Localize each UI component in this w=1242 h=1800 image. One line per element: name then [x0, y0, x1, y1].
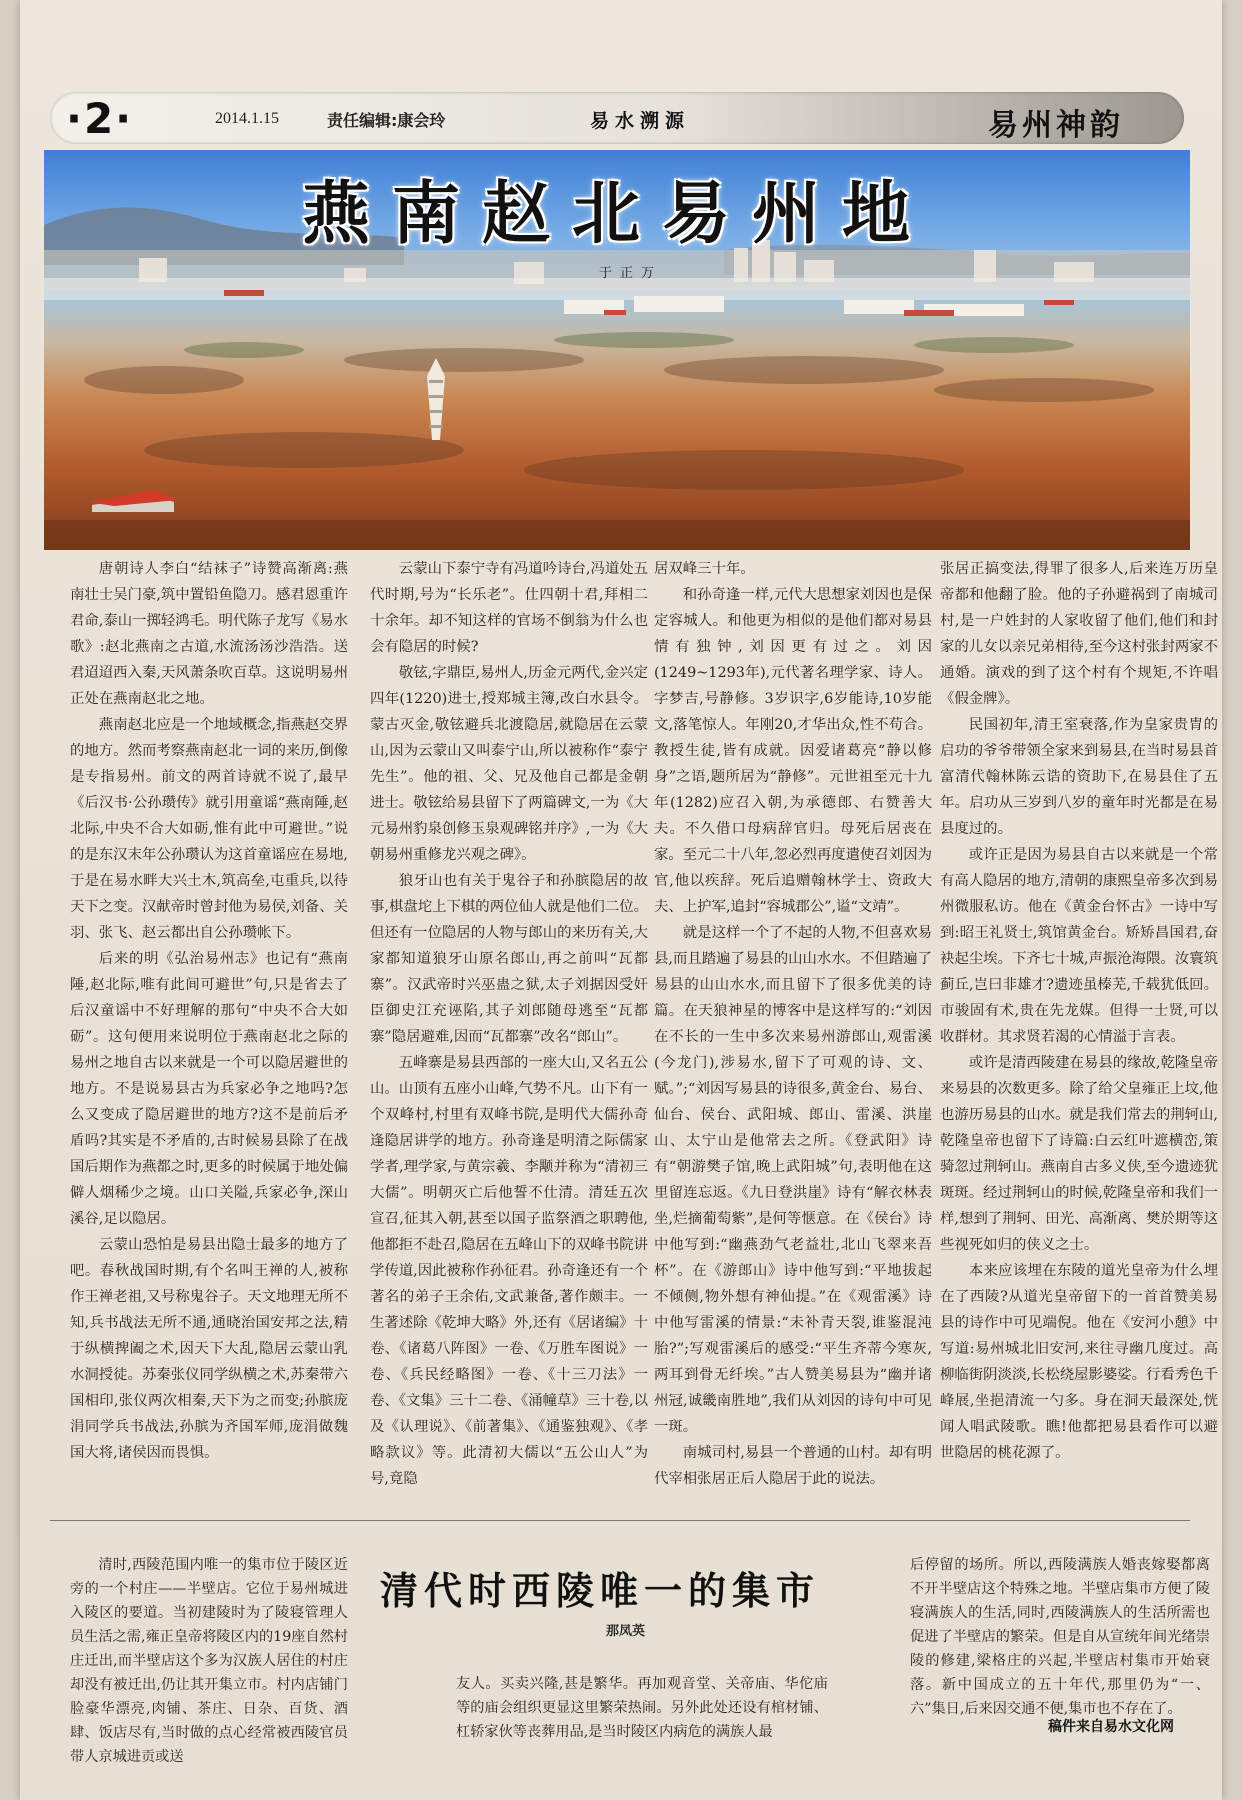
sub-article-column-1: [70, 1553, 348, 1769]
paragraph: 狼牙山也有关于鬼谷子和孙膑隐居的故事,棋盘坨上下棋的两位仙人就是他们二位。但还有一位隐居的人物与郎山的来历有关,大家都知道狼牙山原名郎山,再之前叫“瓦都寨”。汉武帝时兴巫蛊之狱,太子刘据因受奸臣御史江充诬陷,其子刘郎随母逃至“瓦都寨”隐居避难,因而“瓦都寨”改名“郎山”。: [370, 873, 648, 1045]
section-name: 易水溯源: [590, 110, 691, 132]
source-credit: 稿件来自易水文化网: [1048, 1719, 1174, 1735]
paragraph: 张居正搞变法,得罪了很多人,后来连万历皇帝都和他翻了脸。他的子孙避祸到了南城司村,是一户姓封的人家收留了他们,他们和封家的儿女以亲兄弟相待,至今这村张封两家不通婚。演戏的到了这个村有个规矩,不许唱《假金牌》。: [940, 561, 1218, 707]
page-number: ·2·: [66, 94, 134, 143]
paragraph: 本来应该埋在东陵的道光皇帝为什么埋在了西陵?从道光皇帝留下的一首首赞美易县的诗作中可见端倪。他在《安河小憩》中写道:易州城北旧安河,来往寻幽几度过。高柳临街阴淡淡,长松绕屋影婆娑。行看秀色千峰展,坐挹清流一勺多。身在洞天最深处,恍闻人唱武陵歌。瞧!他都把易县看作可以避世隐居的桃花源了。: [940, 1263, 1218, 1461]
paragraph: 燕南赵北应是一个地域概念,指燕赵交界的地方。然而考察燕南赵北一词的来历,倒像是专指易州。前文的两首诗就不说了,最早《后汉书·公孙瓒传》就引用童谣“燕南陲,赵北际,中央不合大如砺,惟有此中可避世。”说的是东汉末年公孙瓒认为这首童谣应在易地,于是在易水畔大兴土木,筑高垒,屯重兵,以待天下之变。汉献帝时曾封他为易侯,刘备、关羽、张飞、赵云都出自公孙瓒帐下。: [70, 717, 349, 941]
article-column-3: [654, 556, 932, 1492]
main-article-author: 于正万: [599, 266, 663, 281]
sub-article-column-2: [456, 1672, 828, 1744]
responsible-editor: 责任编辑:康会玲: [327, 111, 446, 130]
paragraph: 友人。买卖兴隆,甚是繁华。再加观音堂、关帝庙、华佗庙等的庙会组织更显这里繁荣热闹。另外此处还设有棺材铺、杠轿家伙等丧葬用品,是当时陵区内病危的满族人最: [456, 1676, 828, 1740]
article-column-1: [70, 556, 348, 1466]
paragraph: 南城司村,易县一个普通的山村。却有明代宰相张居正后人隐居于此的说法。: [654, 1445, 933, 1487]
paragraph: 唐朝诗人李白“结袜子”诗赞高渐离:燕南壮士吴门豪,筑中置铅鱼隐刀。感君恩重许君命,泰山一掷轻鸿毛。明代陈子龙写《易水歌》:赵北燕南之古道,水流汤汤沙浩浩。送君迢迢西入秦,天风萧条吹百草。这说明易州正处在燕南赵北之地。: [70, 561, 348, 707]
paragraph: 后来的明《弘治易州志》也记有“燕南陲,赵北际,唯有此间可避世”句,只是省去了后汉童谣中不好理解的那句“中央不合大如砺”。这句便用来说明位于燕南赵北之际的易州之地自古以来就是一个可以隐居避世的地方。不是说易县古为兵家必争之地吗?怎么又变成了隐居避世的地方?这不是前后矛盾吗?其实是不矛盾的,古时候易县除了在战国后期作为燕都之时,更多的时候属于地处偏僻人烟稀少之境。山口关隘,兵家必争,深山溪谷,足以隐居。: [70, 951, 348, 1227]
column-name: 易州神韵: [988, 108, 1124, 143]
paragraph: 和孙奇逢一样,元代大思想家刘因也是保定容城人。和他更为相似的是他们都对易县情有独钟,刘因更有过之。刘因(1249~1293年),元代著名理学家、诗人。字梦吉,号静修。3岁识字,6岁能诗,10岁能文,落笔惊人。年刚20,才华出众,性不苟合。教授生徒,皆有成就。因爱诸葛亮“静以修身”之语,题所居为“静修”。元世祖至元十九年(1282)应召入朝,为承德郎、右赞善大夫。不久借口母病辞官归。母死后居丧在家。至元二十八年,忽必烈再度遣使召刘因为官,他以疾辞。死后追赠翰林学士、资政大夫、上护军,追封“容城郡公”,谥“文靖”。: [654, 587, 933, 915]
paragraph: 云蒙山下泰宁寺有冯道吟诗台,冯道处五代时期,号为“长乐老”。仕四朝十君,拜相二十余年。却不知这样的官场不倒翁为什么也会有隐居的时候?: [370, 561, 649, 655]
paragraph: 居双峰三十年。: [654, 561, 755, 577]
paragraph: 云蒙山恐怕是易县出隐士最多的地方了吧。春秋战国时期,有个名叫王禅的人,被称作王禅老祖,又号称鬼谷子。天文地理无所不知,兵书战法无所不通,通晓治国安邦之法,精于纵横捭阖之术,因天下大乱,隐居云蒙山乳水洞授徒。苏秦张仪同学纵横之术,苏秦带六国相印,张仪两次相秦,天下为之而变;孙膑庞涓同学兵书战法,孙膑为齐国军师,庞涓做魏国大将,诸侯因而畏惧。: [70, 1237, 348, 1461]
paragraph: 或许是清西陵建在易县的缘故,乾隆皇帝来易县的次数更多。除了给父皇雍正上坟,他也游历易县的山水。就是我们常去的荆轲山,乾隆皇帝也留下了诗篇:白云红叶遮横峦,策骑忽过荆轲山。燕南自古多义侠,至今遗迹犹斑斑。经过荆轲山的时候,乾隆皇帝和我们一样,想到了荆轲、田光、高渐离、樊於期等这些视死如归的侠义之士。: [940, 1055, 1219, 1253]
sub-article-title: 清代时西陵唯一的集市: [380, 1568, 821, 1613]
paragraph: 清时,西陵范围内唯一的集市位于陵区近旁的一个村庄——半壁店。它位于易州城进入陵区的要道。当初建陵时为了陵寝管理人员生活之需,雍正皇帝将陵区内的19座自然村庄迁出,而半壁店这个多为汉族人居住的村庄却没有被迁出,仍让其开集立市。村内店铺门脸豪华漂亮,肉铺、茶庄、日杂、百货、酒肆、饭店尽有,当时做的点心经常被西陵官员带人京城进贡或送: [70, 1557, 348, 1765]
section-divider: [50, 1520, 1190, 1521]
paragraph: 五峰寨是易县西部的一座大山,又名五公山。山顶有五座小山峰,气势不凡。山下有一个双峰村,村里有双峰书院,是明代大儒孙奇逢隐居讲学的地方。孙奇逢是明清之际儒家学者,理学家,与黄宗羲、李颙并称为“清初三大儒”。明朝灭亡后他誓不仕清。清廷五次宣召,征其入朝,甚至以国子监祭酒之职聘他,他都拒不赴召,隐居在五峰山下的双峰书院讲学传道,因此被称作孙征君。孙奇逢还有一个著名的弟子王余佑,文武兼备,著作颇丰。一生著述除《乾坤大略》外,还有《居诸编》十卷、《诸葛八阵图》一卷、《万胜车图说》一卷、《兵民经略图》一卷、《十三刀法》一卷、《文集》三十二卷、《涌幢草》三十卷,以及《认理说》、《前著集》、《通鉴独观》、《孝略款议》等。此清初大儒以“五公山人”为号,竟隐: [370, 1055, 649, 1487]
paragraph: 或许正是因为易县自古以来就是一个常有高人隐居的地方,清朝的康熙皇帝多次到易州微服私访。他在《黄金台怀古》一诗中写到:昭王礼贤士,筑馆黄金台。矫矫昌国君,奋袂起尘埃。下齐七十城,声振沧海隈。汝寰筑蓟丘,岂曰非雄才?遗迹虽榛芜,千载犹低回。市骏固有术,贵在先龙媒。但得一士贤,可以收群材。其求贤若渴的心情溢于言表。: [940, 847, 1218, 1045]
page-header-bar: [50, 92, 1184, 144]
hero-photo: [44, 150, 1190, 550]
sub-article-column-3: [910, 1553, 1210, 1721]
main-article-title: 燕南赵北易州地: [301, 175, 932, 254]
paragraph: 敬铉,字鼎臣,易州人,历金元两代,金兴定四年(1220)进士,授郑城主簿,改白水县令。蒙古灭金,敬铉避兵北渡隐居,就隐居在云蒙山,因为云蒙山又叫泰宁山,所以被称作“泰宁先生”。他的祖、父、兄及他自己都是金朝进士。敬铉给易县留下了两篇碑文,一为《大元易州豹泉创修玉泉观碑铭并序》,一为《大朝易州重修龙兴观之碑》。: [370, 665, 648, 863]
newspaper-page: [20, 0, 1222, 1800]
paragraph: 就是这样一个了不起的人物,不但喜欢易县,而且踏遍了易县的山山水水。不但踏遍了易县的山山水水,而且留下了很多优美的诗篇。在天狼神星的博客中是这样写的:“刘因在不长的一生中多次来易州游郎山,观雷溪(今龙门),涉易水,留下了可观的诗、文、赋。”;“刘因写易县的诗很多,黄金台、易台、仙台、侯台、武阳城、郎山、雷溪、洪崖山、太宁山是他常去之所。《登武阳》诗有“朝游樊子馆,晚上武阳城”句,表明他在这里留连忘返。《九日登洪崖》诗有“解衣林表坐,烂摘葡萄紫”,是何等惬意。在《侯台》诗中他写到:“幽燕劲气老益壮,北山飞翠来吾杯”。在《游郎山》诗中他写到:“平地拔起不倾侧,物外想有神仙提。”在《观雷溪》诗中他写雷溪的情景:“未补青天裂,谁鉴混沌胎?”;写观雷溪后的感受:“平生齐蒂今寒灰,两耳到骨无纤埃。”古人赞美易县为“幽并诸州冠,诚畿南胜地”,我们从刘因的诗句中可见一斑。: [654, 925, 933, 1435]
issue-date: 2014.1.15: [215, 110, 279, 127]
article-column-2: [370, 556, 648, 1492]
sub-article-author: 那凤英: [606, 1624, 646, 1639]
paragraph: 民国初年,清王室衰落,作为皇家贵胄的启功的爷爷带领全家来到易县,在当时易县首富清代翰林陈云诰的资助下,在易县住了五年。启功从三岁到八岁的童年时光都是在易县度过的。: [940, 717, 1218, 837]
article-column-4: [940, 556, 1218, 1466]
paragraph: 后停留的场所。所以,西陵满族人婚丧嫁娶都离不开半壁店这个特殊之地。半壁店集市方便了陵寝满族人的生活,同时,西陵满族人的生活所需也促进了半壁店的繁荣。但是自从宣统年间光绪崇陵的修建,梁格庄的兴起,半壁店村集市开始衰落。新中国成立的五十年代,那里仍为“一、六”集日,后来因交通不便,集市也不存在了。: [910, 1557, 1210, 1717]
